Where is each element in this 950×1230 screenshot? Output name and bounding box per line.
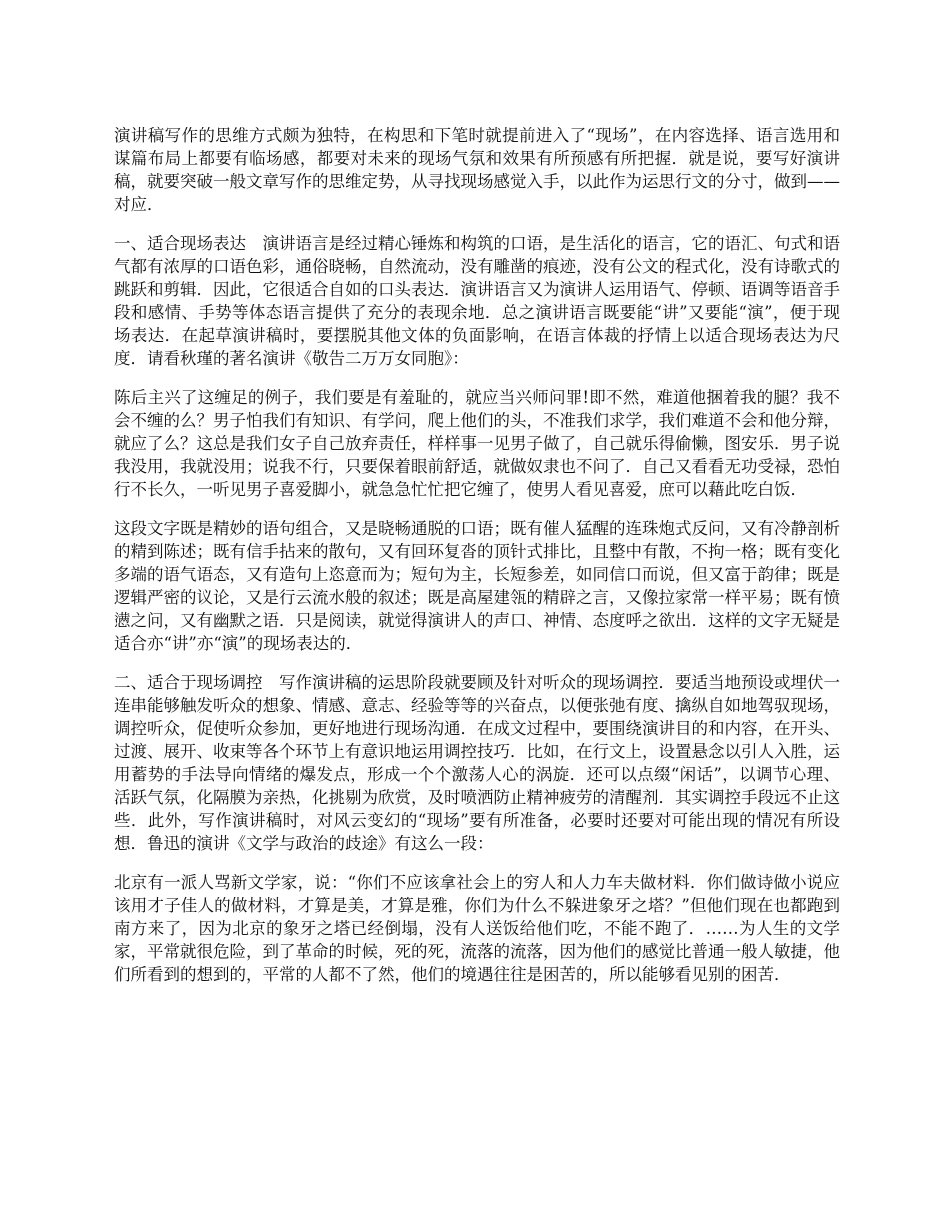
paragraph-section-two: 二、适合于现场调控 写作演讲稿的运思阶段就要顾及针对听众的现场调控．要适当地预设或埋伏一连串能够触发听众的想象、情感、意志、经验等等的兴奋点，以便张弛有度、擒纵自如地驾驭现场，调控听众，促使听众参加，更好地进行现场沟通．在成文过程中，要围绕演讲目的和内容，在开头、过渡、展开、收束等各个环节上有意识地运用调控技巧．比如，在行文上，设置悬念以引人入胜，运用蓄势的手法导向情绪的爆发点，形成一个个激荡人心的涡旋．还可以点缀“闲话”，以调节心理、活跃气氛，化隔膜为亲热，化挑剔为欣赏，及时喷洒防止精神疲劳的清醒剂．其实调控手段远不止这些．此外，写作演讲稿时，对风云变幻的“现场”要有所准备，必要时还要对可能出现的情况有所设想．鲁迅的演讲《文学与政治的歧途》有这么一段： bbox=[114, 673, 840, 853]
paragraph-intro: 演讲稿写作的思维方式颇为独特，在构思和下笔时就提前进入了“现场”，在内容选择、语言选用和谋篇布局上都要有临场感，都要对未来的现场气氛和效果有所预感有所把握．就是说，要写好演讲稿，就要突破一般文章写作的思维定势，从寻找现场感觉入手，以此作为运思行文的分寸，做到——对应． bbox=[114, 126, 840, 214]
paragraph-quote-qiujin: 陈后主兴了这缠足的例子，我们要是有羞耻的，就应当兴师问罪!即不然，难道他捆着我的腿？我不会不缠的么？男子怕我们有知识、有学问，爬上他们的头，不准我们求学，我们难道不会和他分辩，就应了么？这总是我们女子自己放弃责任，样样事一见男子做了，自己就乐得偷懒，图安乐．男子说我没用，我就没用；说我不行，只要保着眼前舒适，就做奴隶也不问了．自己又看看无功受禄，恐怕行不长久，一听见男子喜爱脚小，就急急忙忙把它缠了，使男人看见喜爱，庶可以藉此吃白饭． bbox=[114, 388, 840, 499]
paragraph-section-one: 一、适合现场表达 演讲语言是经过精心锤炼和构筑的口语，是生活化的语言，它的语汇、句式和语气都有浓厚的口语色彩，通俗晓畅，自然流动，没有雕凿的痕迹，没有公文的程式化，没有诗歌式的跳跃和剪辑．因此，它很适合自如的口头表达．演讲语言又为演讲人运用语气、停顿、语调等语音手段和感情、手势等体态语言提供了充分的表现余地．总之演讲语言既要能“讲”又要能“演”，便于现场表达．在起草演讲稿时，要摆脱其他文体的负面影响，在语言体裁的抒情上以适合现场表达为尺度．请看秋瑾的著名演讲《敬告二万万女同胞》： bbox=[114, 234, 840, 368]
paragraph-analysis: 这段文字既是精妙的语句组合，又是晓畅通脱的口语；既有催人猛醒的连珠炮式反问，又有冷静剖析的精到陈述；既有信手拈来的散句，又有回环复沓的顶针式排比，且整中有散，不拘一格；既有变化多端的语气语态，又有造句上恣意而为；短句为主，长短参差，如同信口而说，但又富于韵律；既是逻辑严密的议论，又是行云流水般的叙述；既是高屋建瓴的精辟之言，又像拉家常一样平易；既有愤懑之问，又有幽默之语．只是阅读，就觉得演讲人的声口、神情、态度呼之欲出．这样的文字无疑是适合亦“讲”亦“演”的现场表达的． bbox=[114, 519, 840, 653]
document-body bbox=[114, 124, 840, 1002]
paragraph-quote-luxun: 北京有一派人骂新文学家，说：“你们不应该拿社会上的穷人和人力车夫做材料．你们做诗做小说应该用才子佳人的做材料，才算是美，才算是雅，你们为什么不躲进象牙之塔？”但他们现在也都跑到南方来了，因为北京的象牙之塔已经倒塌，没有人送饭给他们吃，不能不跑了．……为人生的文学家，平常就很危险，到了革命的时候，死的死，流落的流落，因为他们的感觉比普通一般人敏捷，他们所看到的想到的，平常的人都不了然，他们的境遇往往是困苦的，所以能够看见别的困苦． bbox=[114, 873, 840, 984]
